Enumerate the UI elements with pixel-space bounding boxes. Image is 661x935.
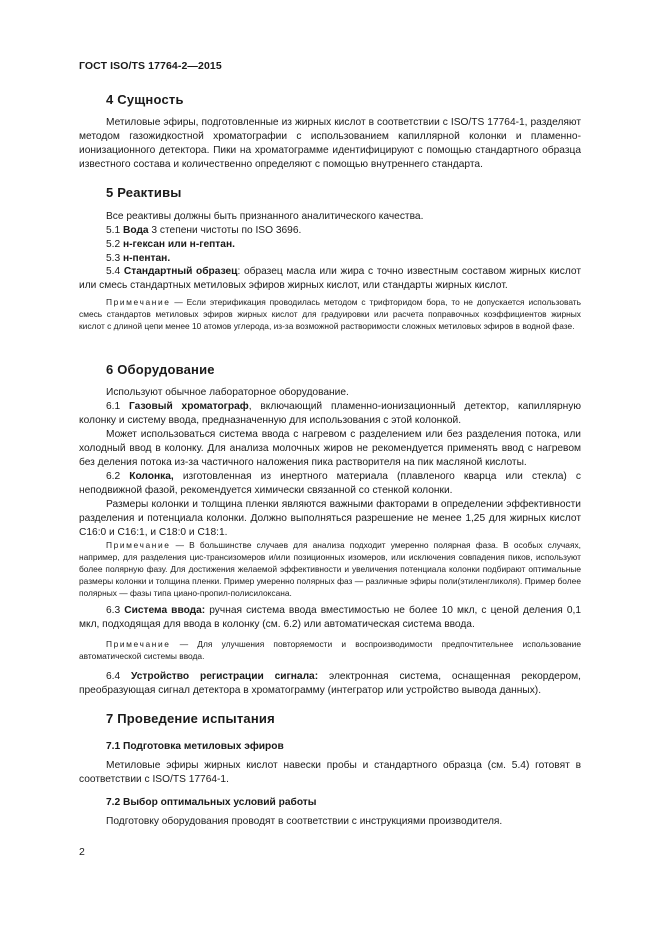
item-6-2-continuation: Размеры колонки и толщина пленки являются важными факторами в определении эффективности разделения и потенциала колонки. Должно выполняться разрешение не менее 1,25 для жирных кислот C16:0 и C16:1, и C18:0 и C18:1. — [79, 499, 581, 538]
item-term: Газовый хроматограф — [129, 401, 249, 412]
item-term: Вода — [123, 225, 149, 236]
section-5-intro: Все реактивы должны быть признанного аналитического качества. — [106, 211, 424, 222]
item-number: 5.3 — [106, 253, 123, 264]
item-5-1 — [106, 224, 301, 238]
item-text: 3 степени чистоты по ISO 3696. — [148, 225, 302, 236]
section-6-note-1 — [79, 539, 581, 599]
section-7-title: 7 Проведение испытания — [106, 711, 275, 726]
page-number: 2 — [79, 846, 85, 858]
item-number: 5.2 — [106, 239, 123, 250]
item-6-1 — [79, 400, 581, 428]
item-6-3 — [79, 604, 581, 632]
item-number: 6.1 — [106, 401, 130, 412]
item-number: 5.1 — [106, 225, 123, 236]
item-5-4 — [79, 265, 581, 293]
item-5-3 — [106, 252, 170, 266]
note-label: Примечание — [106, 540, 171, 550]
document-id-header: ГОСТ ISO/TS 17764-2—2015 — [79, 60, 222, 72]
note-label: Примечание — [106, 297, 171, 307]
item-text: , включающий пламенно-ионизационный детектор, капиллярную колонку и систему ввода, предназначенную для использования с этой колонкой. — [79, 401, 581, 426]
item-term: Колонка, — [129, 471, 174, 482]
subsection-7-1-paragraph: Метиловые эфиры жирных кислот навески пробы и стандартного образца (см. 5.4) готовят в соответствии с ISO/TS 17764-1. — [79, 760, 581, 785]
item-term: Стандартный образец — [123, 266, 238, 277]
section-6-note-2 — [79, 638, 581, 662]
item-term: Устройство регистрации сигнала: — [131, 671, 319, 682]
subsection-7-2-paragraph: Подготовку оборудования проводят в соответствии с инструкциями производителя. — [106, 816, 503, 827]
item-number: 6.3 — [106, 605, 125, 616]
item-text: ручная система ввода вместимостью не более 10 мкл, с ценой деления 0,1 мкл, подходящая для ввода в колонку (см. 6.2) или автоматическая система ввода. — [79, 605, 581, 630]
item-6-2 — [79, 470, 581, 498]
item-number: 5.4 — [106, 266, 124, 277]
section-5-note — [79, 296, 581, 332]
item-6-4 — [79, 670, 581, 698]
item-term: н-пентан. — [123, 253, 171, 264]
section-4-paragraph: Метиловые эфиры, подготовленные из жирных кислот в соответствии с ISO/TS 17764-1, разделяют методом газожидкостной хроматографии с использованием капиллярной колонки и пламенно-ионизационного детектора. Пики на хроматограмме идентифицируют с помощью стандартного образца известного состава и количественно определяют с помощью внутреннего стандарта. — [79, 117, 581, 170]
item-term: н-гексан или н-гептан. — [123, 239, 235, 250]
subsection-7-2-title: 7.2 Выбор оптимальных условий работы — [106, 797, 317, 808]
section-6-intro: Используют обычное лабораторное оборудование. — [106, 387, 349, 398]
item-term: Система ввода: — [124, 605, 206, 616]
section-6-title: 6 Оборудование — [106, 362, 215, 377]
note-text: — Если этерификация проводилась методом с трифторидом бора, то не допускается использовать смесь стандартов метиловых эфиров жирных кислот для градуировки или расчета поправочных коэффициентов жирных кислот с длиной цепи менее 10 атомов углерода, из-за возможной растворимости сложных метиловых эфиров в водной фазе. — [79, 297, 581, 331]
note-label: Примечание — [106, 639, 171, 649]
item-text: изготовленная из инертного материала (плавленого кварца или стекла) с неподвижной фазой, рекомендуется химически связанной со стенкой колонки. — [79, 471, 581, 496]
item-5-2 — [106, 238, 235, 252]
item-text: : образец масла или жира с точно известным составом жирных кислот или смесь стандартных метиловых эфиров жирных кислот, или стандарты жирных кислот. — [79, 266, 581, 291]
subsection-7-1-title: 7.1 Подготовка метиловых эфиров — [106, 741, 284, 752]
note-text: — Для улучшения повторяемости и воспроизводимости предпочтительнее использование автоматической системы ввода. — [79, 639, 581, 661]
section-4-title: 4 Сущность — [106, 92, 184, 107]
section-5-title: 5 Реактивы — [106, 185, 182, 200]
item-text: электронная система, оснащенная рекордером, преобразующая сигнал детектора в хроматограмму (интегратор или устройство вывода данных). — [79, 671, 581, 696]
item-number: 6.2 — [106, 471, 130, 482]
item-number: 6.4 — [106, 671, 132, 682]
item-6-1-continuation: Может использоваться система ввода с нагревом с разделением или без разделения потока, или холодный ввод в колонку. Для анализа молочных жиров не рекомендуется применять ввод с нагревом без деления потока из-за частичного наложения пика растворителя на пик масляной кислоты. — [79, 429, 581, 468]
note-text: — В большинстве случаев для анализа подходит умеренно полярная фаза. В особых случаях, например, для разделения цис-трансизомеров и/или позиционных изомеров, или исключения совпадения пиков, используют более полярную фазу. Для достижения желаемой эффективности и увеличения потенциала колонки подбирают оптимальные размеры колонки и толщина пленки. Пример умеренно полярных фаз — различные эфиры поли(этиленгликоля). Пример более полярных — фазы типа циано-пропил-полисилоксана. — [79, 540, 581, 598]
